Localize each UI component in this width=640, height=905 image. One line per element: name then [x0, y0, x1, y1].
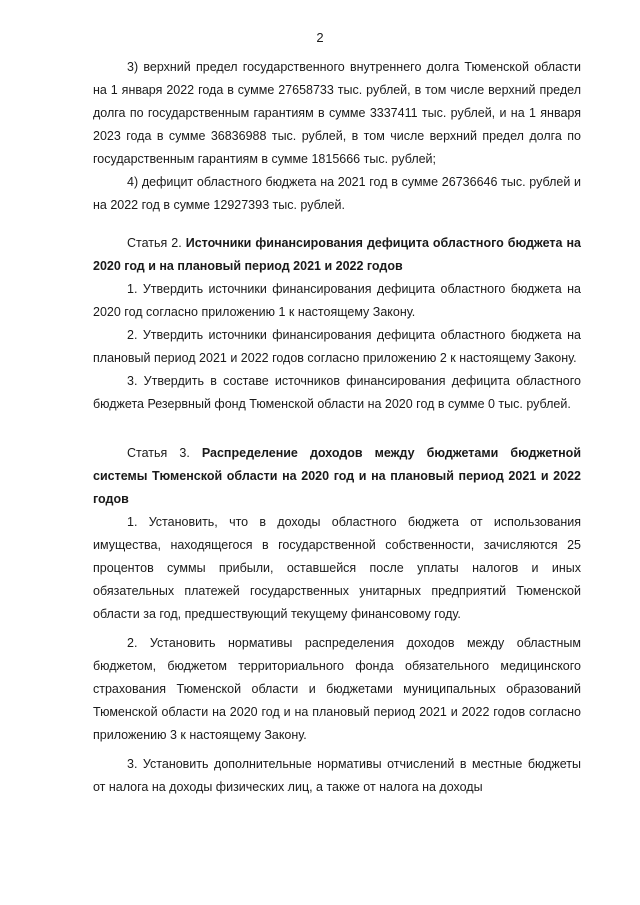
article-2-item-1: 1. Утвердить источники финансирования дефицита областного бюджета на 2020 год согласно приложению 1 к настоящему Закону.: [93, 282, 581, 319]
article-3-item-3: 3. Установить дополнительные нормативы отчислений в местные бюджеты от налога на доходы физических лиц, а также от налога на доходы: [93, 757, 581, 794]
article-2-item-2: 2. Утвердить источники финансирования дефицита областного бюджета на плановый период 2021 и 2022 годов согласно приложению 2 к настоящему Закону.: [93, 328, 581, 365]
page-number: 2: [316, 30, 324, 45]
article-2-item-3: 3. Утвердить в составе источников финансирования дефицита областного бюджета Резервный фонд Тюменской области на 2020 год в сумме 0 тыс. рублей.: [93, 374, 581, 411]
article-2-heading: [93, 232, 581, 278]
article-3-item-1: 1. Установить, что в доходы областного бюджета от использования имущества, находящегося в государственной собственности, зачисляются 25 процентов суммы прибыли, оставшейся после уплаты налогов и иных обязательных платежей государственных унитарных предприятий Тюменской области за год, предшествующий текущему финансовому году.: [93, 515, 581, 621]
paragraph-debt-limit: 3) верхний предел государственного внутреннего долга Тюменской области на 1 января 2022 года в сумме 27658733 тыс. рублей, в том числе верхний предел долга по государственным гарантиям в сумме 3337411 тыс. рублей, и на 1 января 2023 года в сумме 36836988 тыс. рублей, в том числе верхний предел долга по государственным гарантиям в сумме 1815666 тыс. рублей;: [93, 60, 581, 166]
article-3-item-2: 2. Установить нормативы распределения доходов между областным бюджетом, бюджетом территориального фонда обязательного медицинского страхования Тюменской области и бюджетами муниципальных образований Тюменской области на 2020 год и на плановый период 2021 и 2022 годов согласно приложению 3 к настоящему Закону.: [93, 636, 581, 742]
article-2-prefix: Статья 2.: [127, 236, 186, 250]
document-body: [93, 56, 581, 799]
paragraph-deficit: 4) дефицит областного бюджета на 2021 год в сумме 26736646 тыс. рублей и на 2022 год в сумме 12927393 тыс. рублей.: [93, 175, 581, 212]
article-3-title: Распределение доходов между бюджетами бюджетной системы Тюменской области на 2020 год и на плановый период 2021 и 2022 годов: [93, 446, 581, 506]
article-3-heading: [93, 442, 581, 511]
article-3-prefix: Статья 3.: [127, 446, 202, 460]
article-2-title: Источники финансирования дефицита областного бюджета на 2020 год и на плановый период 2021 и 2022 годов: [93, 236, 581, 273]
